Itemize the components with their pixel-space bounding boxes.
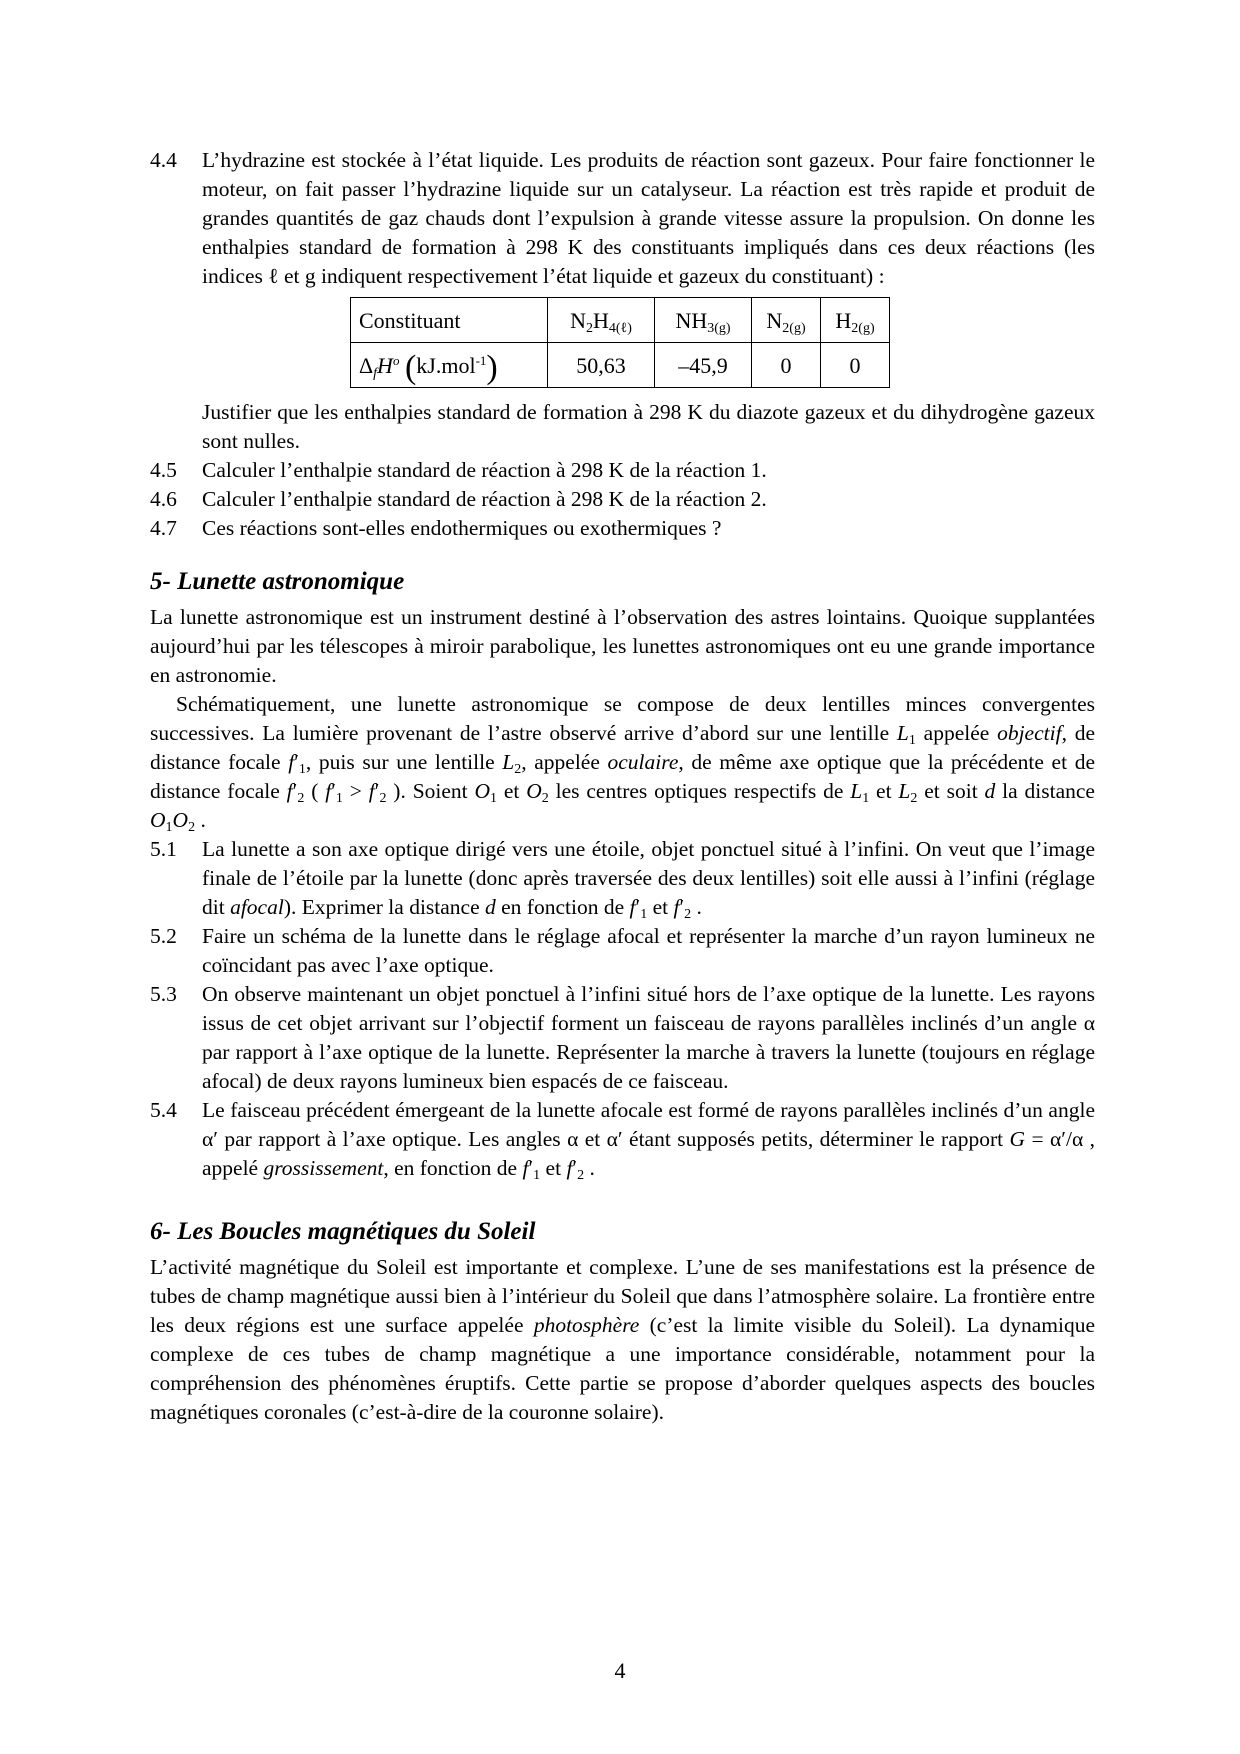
question-4-6 xyxy=(150,485,1095,514)
table-header-nh3: $NH_{3(g)}$ xyxy=(655,298,752,343)
question-text: L’hydrazine est stockée à l’état liquide. Les produits de réaction sont gazeux. Pour faire fonctionner le moteur, on fait passer l’hydrazine liquide sur un catalyseur. La réaction est très rapide et produit de grandes quantités de gaz chauds dont l’expulsion à grande vitesse assure la propulsion. On donne les enthalpies standard de formation à 298 K des constituants impliqués dans ces deux réactions (les indices ℓ et g indiquent respectivement l’état liquide et gazeux du constituant) : xyxy=(202,148,1095,288)
question-number: 5.4 xyxy=(150,1098,177,1122)
question-4-4 xyxy=(150,146,1095,291)
question-number: 4.5 xyxy=(150,458,177,482)
page-number: 4 xyxy=(614,1658,626,1683)
question-5-3 xyxy=(150,980,1095,1096)
question-5-1 xyxy=(150,835,1095,922)
question-text: Calculer l’enthalpie standard de réaction à 298 K de la réaction 1. xyxy=(202,458,767,482)
question-5-2 xyxy=(150,922,1095,980)
question-number: 4.7 xyxy=(150,516,177,540)
question-number: 5.2 xyxy=(150,924,177,948)
question-text: Le faisceau précédent émergeant de la lunette afocale est formé de rayons parallèles inclinés d’un angle α′ par rapport à l’axe optique. Les angles α et α′ étant supposés petits, déterminer le rapport G = α′/α , appelé grossissement, en fonction de $f'_1$ et $f'_2$ . xyxy=(202,1098,1095,1183)
section-5-paragraph-1: La lunette astronomique est un instrument destiné à l’observation des astres lointains. Quoique supplantées aujourd’hui par les télescopes à miroir parabolique, les lunettes astronomiques ont eu une grande importance en astronomie. xyxy=(150,605,1095,687)
section-6-title: 6- Les Boucles magnétiques du Soleil xyxy=(150,1218,536,1245)
after-table-text: Justifier que les enthalpies standard de formation à 298 K du diazote gazeux et du dihydrogène gazeux sont nulles. xyxy=(202,400,1095,453)
table-header-n2h4: $N_2H_{4(\ell)}$ xyxy=(548,298,655,343)
enthalpy-table xyxy=(350,297,890,388)
question-4-7 xyxy=(150,514,1095,543)
question-4-5 xyxy=(150,456,1095,485)
table-cell: 0 xyxy=(752,343,821,388)
question-text: Faire un schéma de la lunette dans le réglage afocal et représenter la marche d’un rayon lumineux ne coïncidant pas avec l’axe optique. xyxy=(202,924,1095,977)
table-cell: 50,63 xyxy=(548,343,655,388)
table-header-label: Constituant xyxy=(351,298,548,343)
table-row-label: $\Delta_fH^o$ (kJ.mol$^{-1}$) xyxy=(351,343,548,388)
table-row xyxy=(351,343,890,388)
table-cell: 0 xyxy=(821,343,890,388)
question-text: On observe maintenant un objet ponctuel à l’infini situé hors de l’axe optique de la lunette. Les rayons issus de cet objet arrivant sur l’objectif forment un faisceau de rayons parallèles inclinés d’un angle α par rapport à l’axe optique de la lunette. Représenter la marche à travers la lunette (toujours en réglage afocal) de deux rayons lumineux bien espacés de ce faisceau. xyxy=(202,982,1095,1093)
content xyxy=(150,146,1095,1427)
table-header-h2: $H_{2(g)}$ xyxy=(821,298,890,343)
section-6-paragraph: L’activité magnétique du Soleil est importante et complexe. L’une de ses manifestations est la présence de tubes de champ magnétique aussi bien à l’intérieur du Soleil que dans l’atmosphère solaire. La frontière entre les deux régions est une surface appelée photosphère (c’est la limite visible du Soleil). La dynamique complexe de ces tubes de champ magnétique a une importance considérable, notamment pour la compréhension des phénomènes éruptifs. Cette partie se propose d’aborder quelques aspects des boucles magnétiques coronales (c’est-à-dire de la couronne solaire). xyxy=(150,1255,1095,1424)
table-cell: –45,9 xyxy=(655,343,752,388)
table-header-row xyxy=(351,298,890,343)
question-number: 5.3 xyxy=(150,982,177,1006)
section-5-paragraph-2: Schématiquement, une lunette astronomique se compose de deux lentilles minces convergentes successives. La lumière provenant de l’astre observé arrive d’abord sur une lentille $L_1$ appelée objectif, de distance focale $f'_1$, puis sur une lentille $L_2$, appelée oculaire, de même axe optique que la précédente et de distance focale $f'_2$ ( $f'_1 > f'_2$ ). Soient $O_1$ et $O_2$ les centres optiques respectifs de $L_1$ et $L_2$ et soit d la distance $O_1O_2$ . xyxy=(150,692,1095,835)
question-text: La lunette a son axe optique dirigé vers une étoile, objet ponctuel situé à l’infini. On veut que l’image finale de l’étoile par la lunette (donc après traversée des deux lentilles) soit elle aussi à l’infini (réglage dit afocal). Exprimer la distance d en fonction de $f'_1$ et $f'_2$ . xyxy=(202,837,1095,922)
question-text: Ces réactions sont-elles endothermiques ou exothermiques ? xyxy=(202,516,722,540)
question-number: 4.4 xyxy=(150,148,177,172)
question-5-4 xyxy=(150,1096,1095,1183)
section-5-title: 5- Lunette astronomique xyxy=(150,568,405,595)
question-number: 4.6 xyxy=(150,487,177,511)
question-text: Calculer l’enthalpie standard de réaction à 298 K de la réaction 2. xyxy=(202,487,767,511)
table-header-n2: $N_{2(g)}$ xyxy=(752,298,821,343)
question-number: 5.1 xyxy=(150,837,177,861)
